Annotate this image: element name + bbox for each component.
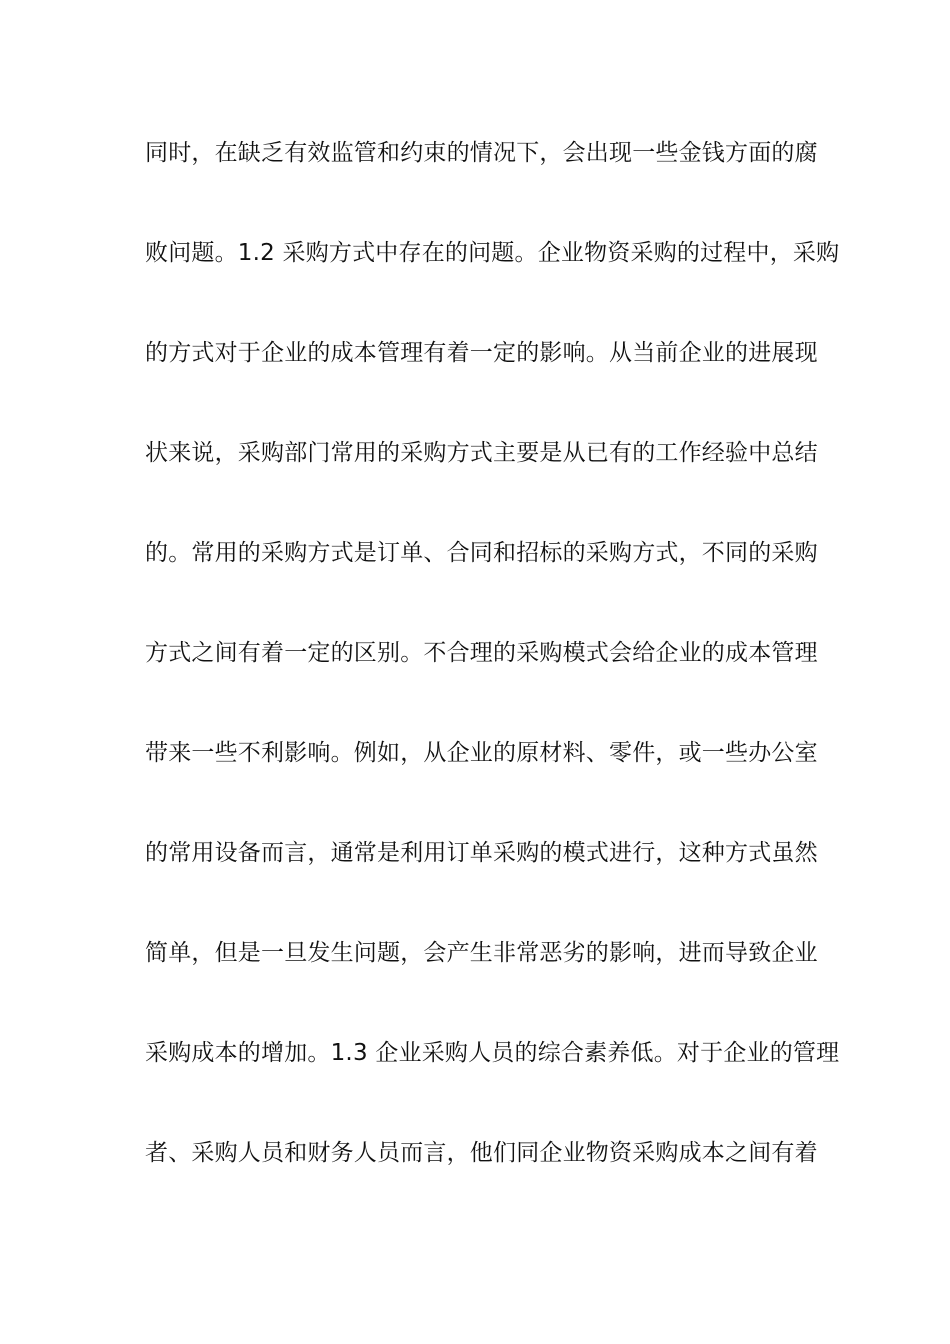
text-line: 状来说，采购部门常用的采购方式主要是从已有的工作经验中总结 bbox=[145, 440, 818, 466]
text-line: 采购成本的增加。1.3 企业采购人员的综合素养低。对于企业的管理 bbox=[145, 1040, 840, 1066]
text-line: 带来一些不利影响。例如，从企业的原材料、零件，或一些办公室 bbox=[145, 740, 818, 766]
text-line: 败问题。1.2 采购方式中存在的问题。企业物资采购的过程中，采购 bbox=[145, 240, 840, 266]
body-text bbox=[145, 128, 840, 1228]
text-line: 同时，在缺乏有效监管和约束的情况下，会出现一些金钱方面的腐 bbox=[145, 140, 818, 166]
text-line: 的方式对于企业的成本管理有着一定的影响。从当前企业的进展现 bbox=[145, 340, 818, 366]
text-line: 简单，但是一旦发生问题，会产生非常恶劣的影响，进而导致企业 bbox=[145, 940, 818, 966]
text-line: 的常用设备而言，通常是利用订单采购的模式进行，这种方式虽然 bbox=[145, 840, 818, 866]
text-line: 者、采购人员和财务人员而言，他们同企业物资采购成本之间有着 bbox=[145, 1140, 818, 1166]
text-line: 的。常用的采购方式是订单、合同和招标的采购方式，不同的采购 bbox=[145, 540, 818, 566]
text-line: 方式之间有着一定的区别。不合理的采购模式会给企业的成本管理 bbox=[145, 640, 818, 666]
